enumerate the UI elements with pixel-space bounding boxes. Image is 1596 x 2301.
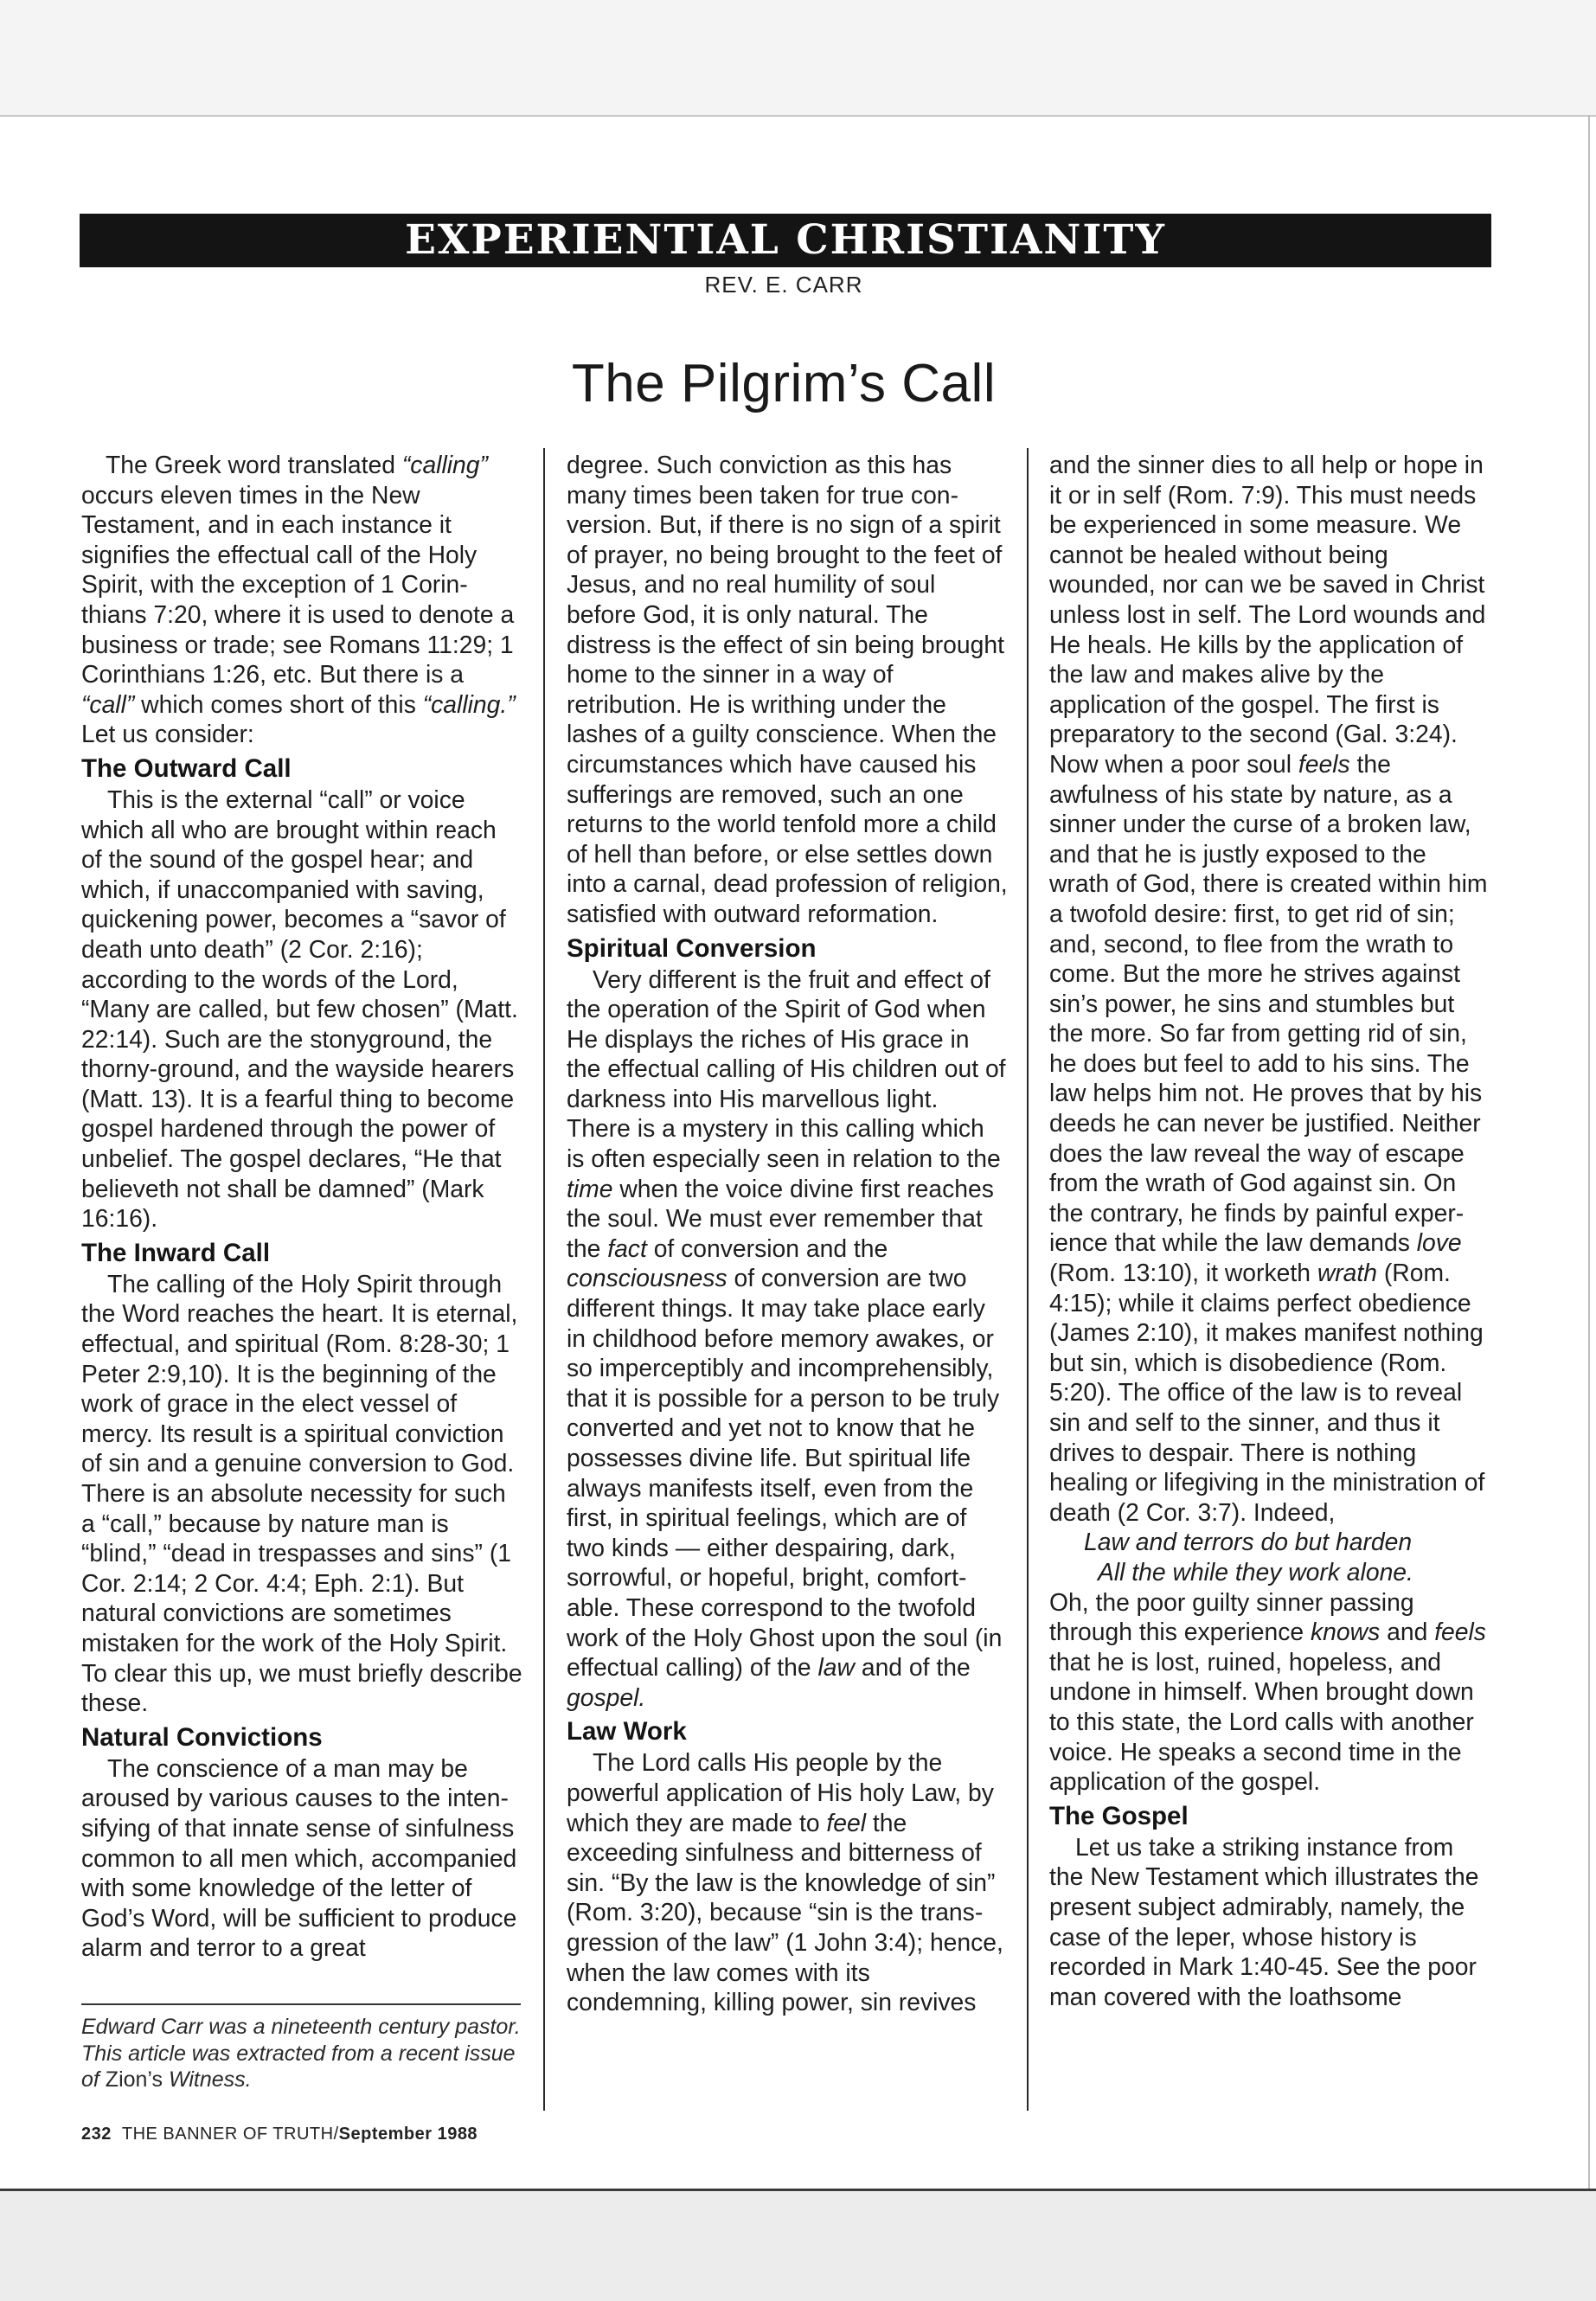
article-title: The Pilgrim’s Call <box>571 354 997 413</box>
page-number: 232 <box>81 2125 112 2144</box>
footnote-divider <box>81 2003 521 2005</box>
page-edge-top <box>0 115 1596 117</box>
column-divider <box>543 448 545 2111</box>
scan-background-top <box>0 0 1596 117</box>
heading-spiritual-conversion: Spiritual Conversion <box>567 933 817 963</box>
heading-outward-call: The Outward Call <box>81 753 292 783</box>
paragraph-continued: degree. Such conviction as this has many times been taken for true conversion. But, if there is no sign of a spirit of prayer, no being brought to the feet of Jesus, and no real humility of soul before God, it is only natural. The distress is the effect of sin being brought home to the sinner in a way of retribution. He is writhing under the lashes of a guilty conscience. When the circumstances which have caused his sufferings are removed, such an one returns to the world tenfold more a child of hell than before, or else settles down into a carnal, dead profession of religion, satisfied with outward reformation. <box>567 451 1008 927</box>
heading-natural-convictions: Natural Convictions <box>81 1722 323 1752</box>
heading-inward-call: The Inward Call <box>81 1238 271 1267</box>
verse-line: All the while they work alone. <box>1098 1557 1413 1586</box>
section-banner: EXPERIENTIAL CHRISTIANITY <box>80 214 1491 267</box>
article-column-2 <box>567 450 1008 2017</box>
paragraph-outward-call: This is the external “call” or voice which all who are brought within reach of the sound of the gospel hear; and which, if unaccompanied with saving, quickening power, becomes a “savor of death unto death” (2 Cor. 2:16); according to the words of the Lord, “Many are called, but few chosen” (Matt. 22:14). Such are the stonyground, the thorny-ground, and the wayside hearers (Matt. 13). It is a fearful thing to become gospel hardened through the power of unbelief. The gospel declares, “He that believeth not shall be damned” (Mark 16:16). <box>81 785 518 1233</box>
heading-the-gospel: The Gospel <box>1049 1801 1189 1830</box>
paragraph-after-verse: Oh, the poor guilty sinner passing through this experience knows and feels that he is lost, ruined, hopeless, and undone in himself. When brought down to this state, the Lord calls with another voice. He speaks a second time in the application of the gospel. <box>1049 1587 1486 1796</box>
article-column-3 <box>1049 450 1490 2011</box>
author-byline: REV. E. CARR <box>704 272 863 298</box>
author-footnote: Edward Carr was a nineteenth century pastor. This article was extracted from a recent issue of Zion’s Witness. <box>81 2015 521 2092</box>
scan-background-bottom <box>0 2191 1596 2301</box>
paragraph-spiritual-conversion: Very different is the fruit and effect of the operation of the Spirit of God when He displays the riches of His grace in the effectual calling of His children out of darkness into His marvellous light. There is a mystery in this calling which is often especially seen in relation to the time when the voice divine first reaches the soul. We must ever remember that the fact of conversion and the consciousness of conversion are two different things. It may take place early in childhood before memory awakes, or so imperceptibly and incomprehensibly, that it is possible for a person to be truly converted and yet not to know that he possesses divine life. But spiritual life always manifests itself, even from the first, in spiritual feelings, which are of two kinds — either despairing, dark, sorrowful, or hopeful, bright, comfortable. These correspond to the twofold work of the Holy Ghost upon the soul (in effectual calling) of the law and of the gospel. <box>567 965 1006 1711</box>
intro-paragraph: The Greek word translated “calling” occurs eleven times in the New Testament, and in each instance it signifies the effectual call of the Holy Spirit, with the exception of 1 Corinthians 7:20, where it is used to denote a business or trade; see Romans 11:29; 1 Corinthians 1:26, etc. But there is a “call” which comes short of this “calling.” Let us consider: <box>81 451 516 748</box>
publication-name: THE BANNER OF TRUTH/ <box>121 2125 339 2144</box>
verse-line: Law and terrors do but harden <box>1084 1528 1413 1556</box>
heading-law-work: Law Work <box>567 1717 687 1747</box>
paragraph-inward-call: The calling of the Holy Spirit through the Word reaches the heart. It is eternal, effectual, and spiritual (Rom. 8:28-30; 1 Peter 2:9,10). It is the beginning of the work of grace in the elect vessel of mercy. Its result is a spiritual conviction of sin and a genuine conversion to God. There is an absolute necessity for such a “call,” because by nature man is “blind,” “dead in trespasses and sins” (1 Cor. 2:14; 2 Cor. 4:4; Eph. 2:1). But natural convictions are sometimes mistaken for the work of the Holy Spirit. To clear this up, we must briefly describe these. <box>81 1269 522 1717</box>
paragraph-law-work: The Lord calls His people by the powerful application of His holy Law, by which they are made to feel the exceeding sinfulness and bitterness of sin. “By the law is the knowledge of sin” (Rom. 3:20), because “sin is the transgression of the law” (1 John 3:4); hence, when the law comes with its condemning, killing power, sin revives <box>567 1748 1003 2016</box>
verse-quote <box>1049 1527 1490 1586</box>
paragraph-natural-convictions: The conscience of a man may be aroused by various causes to the intensifying of that innate sense of sinfulness common to all men which, accompanied with some knowledge of the letter of God’s Word, will be sufficient to produce alarm and terror to a great <box>81 1753 517 1962</box>
paragraph-the-gospel: Let us take a striking instance from the New Testament which illustrates the present subject admirably, namely, the case of the leper, whose history is recorded in Mark 1:40-45. See the poor man covered with the loathsome <box>1049 1832 1479 2010</box>
paragraph-continued: and the sinner dies to all help or hope in it or in self (Rom. 7:9). This must needs be experienced in some measure. We cannot be healed without being wounded, nor can we be saved in Christ unless lost in self. The Lord wounds and He heals. He kills by the application of the law and makes alive by the application of the gospel. The first is preparatory to the second (Gal. 3:24). Now when a poor soul feels the awfulness of his state by nature, as a sinner under the curse of a broken law, and that he is justly exposed to the wrath of God, there is created within him a twofold desire: first, to get rid of sin; and, second, to flee from the wrath to come. But the more he strives against sin’s power, he sins and stumbles but the more. So far from getting rid of sin, he does but feel to add to his sins. The law helps him not. He proves that by his deeds he can never be justified. Neither does the law reveal the way of escape from the wrath of God against sin. On the contrary, he finds by painful experience that while the law demands love (Rom. 13:10), it worketh wrath (Rom. 4:15); while it claims perfect obedience (James 2:10), it makes manifest nothing but sin, which is disobedience (Rom. 5:20). The office of the law is to reveal sin and self to the sinner, and thus it drives to despair. There is nothing healing or lifegiving in the ministration of death (2 Cor. 3:7). Indeed, <box>1049 451 1488 1526</box>
page-edge-right <box>1588 115 1590 2226</box>
column-divider <box>1027 448 1029 2111</box>
issue-date: September 1988 <box>338 2125 478 2144</box>
page-footer <box>81 2125 687 2144</box>
article-column-1 <box>81 450 522 1963</box>
